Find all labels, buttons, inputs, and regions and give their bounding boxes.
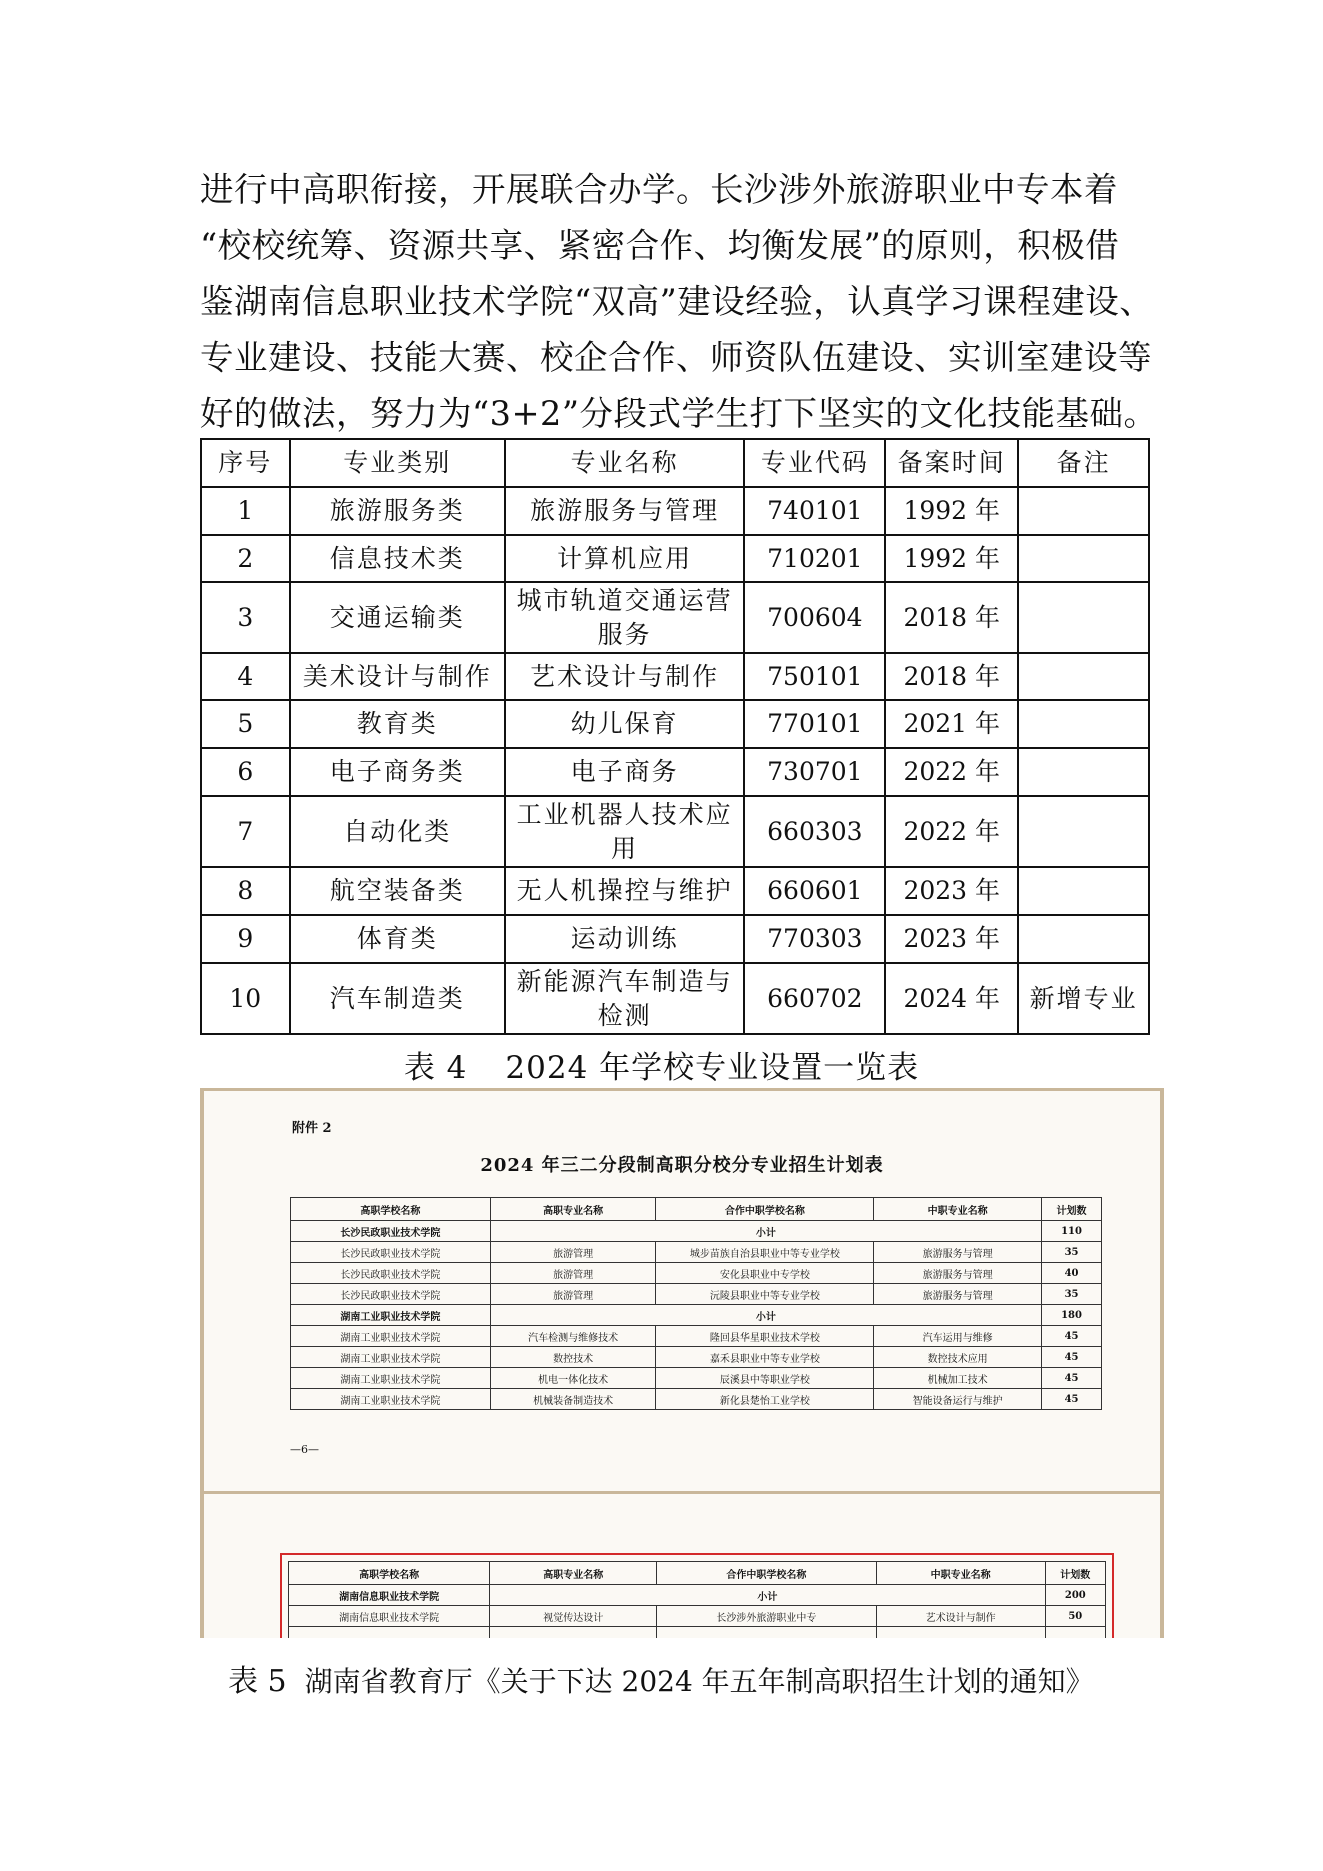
- cell-count: 40: [1042, 1263, 1102, 1284]
- cell-remark: [1018, 915, 1149, 963]
- cell-code: 710201: [744, 535, 885, 582]
- table-row: [201, 487, 1149, 535]
- table-row: [201, 867, 1149, 915]
- cell-remark: [1018, 796, 1149, 867]
- cell-remark: 新增专业: [1018, 963, 1149, 1034]
- col-header-category: 专业类别: [290, 439, 505, 487]
- cell: 智能设备运行与维护: [874, 1389, 1042, 1410]
- cell-code: 660303: [744, 796, 885, 867]
- col-header-index: 序号: [201, 439, 290, 487]
- paragraph-line: 好的做法，努力为“3+2”分段式学生打下坚实的文化技能基础。: [200, 394, 1158, 433]
- cell-year: 2023 年: [885, 915, 1018, 963]
- cell-subtotal-label: 小计: [490, 1221, 1041, 1242]
- scan-title: 2024 年三二分段制高职分校分专业招生计划表: [480, 1155, 884, 1176]
- cell-subtotal-label: 小计: [490, 1585, 1045, 1606]
- table-row: [201, 700, 1149, 748]
- cell-count: 180: [1042, 1305, 1102, 1326]
- cell-count: 35: [1042, 1284, 1102, 1305]
- cell-count: 45: [1042, 1326, 1102, 1347]
- cell-count: 200: [1045, 1585, 1105, 1606]
- table-row: [201, 653, 1149, 700]
- paragraph-line: 专业建设、技能大赛、校企合作、师资队伍建设、实训室建设等: [200, 338, 1152, 377]
- table-5-caption: [228, 1656, 1094, 1700]
- caption-number: 表 5: [228, 1664, 287, 1699]
- cell-code: 660702: [744, 963, 885, 1034]
- enrollment-plan-table: [290, 1197, 1102, 1410]
- cell-count: 50: [1045, 1606, 1105, 1627]
- cell-remark: [1018, 867, 1149, 915]
- cell-category: 自动化类: [290, 796, 505, 867]
- cell: 嘉禾县职业中等专业学校: [656, 1347, 874, 1368]
- cell-remark: [1018, 700, 1149, 748]
- cell-category: 电子商务类: [290, 748, 505, 796]
- cell: 机械装备制造技术: [490, 1389, 656, 1410]
- paragraph-line: “校校统筹、资源共享、紧密合作、均衡发展”的原则，积极借: [200, 226, 1120, 265]
- cell: [289, 1627, 490, 1639]
- cell-category: 信息技术类: [290, 535, 505, 582]
- cell-code: 770101: [744, 700, 885, 748]
- cell-school: 湖南工业职业技术学院: [291, 1305, 491, 1326]
- cell: 湖南工业职业技术学院: [291, 1368, 491, 1389]
- cell-index: 1: [201, 487, 290, 535]
- col-header: 高职学校名称: [289, 1562, 490, 1585]
- cell-remark: [1018, 748, 1149, 796]
- cell: 数控技术: [490, 1347, 656, 1368]
- cell-index: 4: [201, 653, 290, 700]
- col-header: 计划数: [1042, 1198, 1102, 1221]
- cell: 机电一体化技术: [490, 1368, 656, 1389]
- cell-year: 1992 年: [885, 535, 1018, 582]
- table-4-caption: [0, 1042, 1323, 1087]
- col-header-remark: 备注: [1018, 439, 1149, 487]
- caption-number: 表 4: [403, 1050, 468, 1086]
- cell: 汽车运用与维修: [874, 1326, 1042, 1347]
- major-settings-table: [200, 438, 1150, 1035]
- col-header: 高职专业名称: [490, 1562, 657, 1585]
- cell-year: 2021 年: [885, 700, 1018, 748]
- cell: 湖南工业职业技术学院: [291, 1326, 491, 1347]
- cell-major-name: 计算机应用: [505, 535, 745, 582]
- cell-index: 6: [201, 748, 290, 796]
- cell-count: 45: [1042, 1347, 1102, 1368]
- cell: 湖南工业职业技术学院: [291, 1389, 491, 1410]
- cell-subtotal-label: 小计: [490, 1305, 1041, 1326]
- cell-year: 2023 年: [885, 867, 1018, 915]
- cell-remark: [1018, 487, 1149, 535]
- cell-remark: [1018, 535, 1149, 582]
- table-row: [201, 582, 1149, 653]
- page-number: —6—: [290, 1443, 319, 1456]
- cell-category: 航空装备类: [290, 867, 505, 915]
- cell: 湖南信息职业技术学院: [289, 1606, 490, 1627]
- cell-year: 2022 年: [885, 748, 1018, 796]
- cell-major-name: 幼儿保育: [505, 700, 745, 748]
- table-row: [291, 1263, 1102, 1284]
- cell-code: 750101: [744, 653, 885, 700]
- cut-off-row: [289, 1627, 1106, 1639]
- paragraph-line: 鉴湖南信息职业技术学院“双高”建设经验，认真学习课程建设、: [200, 282, 1154, 321]
- cell-remark: [1018, 582, 1149, 653]
- col-header: 中职专业名称: [874, 1198, 1042, 1221]
- cell: 艺术设计与制作: [876, 1606, 1045, 1627]
- table-row: [291, 1347, 1102, 1368]
- cell-code: 730701: [744, 748, 885, 796]
- subtotal-row: [291, 1221, 1102, 1242]
- table-header-row: [291, 1198, 1102, 1221]
- cell-category: 教育类: [290, 700, 505, 748]
- cell: 沅陵县职业中等专业学校: [656, 1284, 874, 1305]
- cell: 城步苗族自治县职业中等专业学校: [656, 1242, 874, 1263]
- body-paragraph: [200, 162, 1160, 442]
- cell-category: 交通运输类: [290, 582, 505, 653]
- table-header-row: [289, 1562, 1106, 1585]
- col-header-major-name: 专业名称: [505, 439, 745, 487]
- cell-code: 660601: [744, 867, 885, 915]
- cell-major-name: 旅游服务与管理: [505, 487, 745, 535]
- cell-count: 45: [1042, 1368, 1102, 1389]
- cell: 安化县职业中专学校: [656, 1263, 874, 1284]
- highlight-box: [280, 1553, 1114, 1638]
- cell-category: 旅游服务类: [290, 487, 505, 535]
- cell-major-name: 无人机操控与维护: [505, 867, 745, 915]
- table-row: [291, 1326, 1102, 1347]
- page-divider: [204, 1491, 1160, 1494]
- cell: 长沙民政职业技术学院: [291, 1263, 491, 1284]
- cell-major-name: 电子商务: [505, 748, 745, 796]
- cell: 旅游管理: [490, 1242, 656, 1263]
- cell-school: 湖南信息职业技术学院: [289, 1585, 490, 1606]
- table-header-row: [201, 439, 1149, 487]
- cell-year: 2018 年: [885, 653, 1018, 700]
- col-header: 高职学校名称: [291, 1198, 491, 1221]
- cell-major-name: 艺术设计与制作: [505, 653, 745, 700]
- cell: [490, 1627, 657, 1639]
- cell-year: 2022 年: [885, 796, 1018, 867]
- cell-index: 3: [201, 582, 290, 653]
- cell-major-name: 城市轨道交通运营服务: [505, 582, 745, 653]
- table-row: [201, 748, 1149, 796]
- cell-index: 5: [201, 700, 290, 748]
- cell: 旅游管理: [490, 1284, 656, 1305]
- table-row: [201, 535, 1149, 582]
- attachment-label: 附件 2: [292, 1121, 332, 1136]
- col-header: 合作中职学校名称: [656, 1198, 874, 1221]
- cell-major-name: 新能源汽车制造与检测: [505, 963, 745, 1034]
- cell: 机械加工技术: [874, 1368, 1042, 1389]
- cell-index: 2: [201, 535, 290, 582]
- cell: 长沙民政职业技术学院: [291, 1242, 491, 1263]
- cell: [876, 1627, 1045, 1639]
- cell: 视觉传达设计: [490, 1606, 657, 1627]
- cell-remark: [1018, 653, 1149, 700]
- cell-major-name: 工业机器人技术应用: [505, 796, 745, 867]
- cell-category: 美术设计与制作: [290, 653, 505, 700]
- table-row: [201, 963, 1149, 1034]
- cell: 长沙民政职业技术学院: [291, 1284, 491, 1305]
- subtotal-row: [291, 1305, 1102, 1326]
- cell: 旅游服务与管理: [874, 1263, 1042, 1284]
- cell-year: 2018 年: [885, 582, 1018, 653]
- col-header-code: 专业代码: [744, 439, 885, 487]
- cell: 辰溪县中等职业学校: [656, 1368, 874, 1389]
- col-header: 中职专业名称: [876, 1562, 1045, 1585]
- cell-count: 110: [1042, 1221, 1102, 1242]
- cell-index: 8: [201, 867, 290, 915]
- cell: 旅游服务与管理: [874, 1284, 1042, 1305]
- cell-school: 长沙民政职业技术学院: [291, 1221, 491, 1242]
- cell-count: 45: [1042, 1389, 1102, 1410]
- paragraph-line: 进行中高职衔接，开展联合办学。长沙涉外旅游职业中专本着: [200, 170, 1118, 209]
- cell: [657, 1627, 876, 1639]
- table-row: [201, 796, 1149, 867]
- scanned-document-image: [200, 1088, 1164, 1638]
- table-row: [291, 1368, 1102, 1389]
- cell: 旅游管理: [490, 1263, 656, 1284]
- cell: 隆回县华星职业技术学校: [656, 1326, 874, 1347]
- cell-category: 体育类: [290, 915, 505, 963]
- cell: 湖南工业职业技术学院: [291, 1347, 491, 1368]
- cell: 汽车检测与维修技术: [490, 1326, 656, 1347]
- cell-category: 汽车制造类: [290, 963, 505, 1034]
- cell: 长沙涉外旅游职业中专: [657, 1606, 876, 1627]
- cell-year: 2024 年: [885, 963, 1018, 1034]
- subtotal-row: [289, 1585, 1106, 1606]
- col-header: 合作中职学校名称: [657, 1562, 876, 1585]
- cell-year: 1992 年: [885, 487, 1018, 535]
- cell-major-name: 运动训练: [505, 915, 745, 963]
- caption-text: 2024 年学校专业设置一览表: [505, 1050, 920, 1086]
- table-row: [291, 1389, 1102, 1410]
- table-row: [289, 1606, 1106, 1627]
- cell-index: 10: [201, 963, 290, 1034]
- table-row: [201, 915, 1149, 963]
- cell-index: 7: [201, 796, 290, 867]
- caption-text: 湖南省教育厅《关于下达 2024 年五年制高职招生计划的通知》: [304, 1665, 1094, 1698]
- cell-code: 700604: [744, 582, 885, 653]
- table-row: [291, 1242, 1102, 1263]
- cell-code: 770303: [744, 915, 885, 963]
- cell-count: 35: [1042, 1242, 1102, 1263]
- col-header: 高职专业名称: [490, 1198, 656, 1221]
- highlighted-enrollment-table: [288, 1561, 1106, 1638]
- cell: 旅游服务与管理: [874, 1242, 1042, 1263]
- cell-index: 9: [201, 915, 290, 963]
- cell: [1045, 1627, 1105, 1639]
- table-row: [291, 1284, 1102, 1305]
- col-header: 计划数: [1045, 1562, 1105, 1585]
- cell: 新化县楚怡工业学校: [656, 1389, 874, 1410]
- cell: 数控技术应用: [874, 1347, 1042, 1368]
- col-header-filing-year: 备案时间: [885, 439, 1018, 487]
- cell-code: 740101: [744, 487, 885, 535]
